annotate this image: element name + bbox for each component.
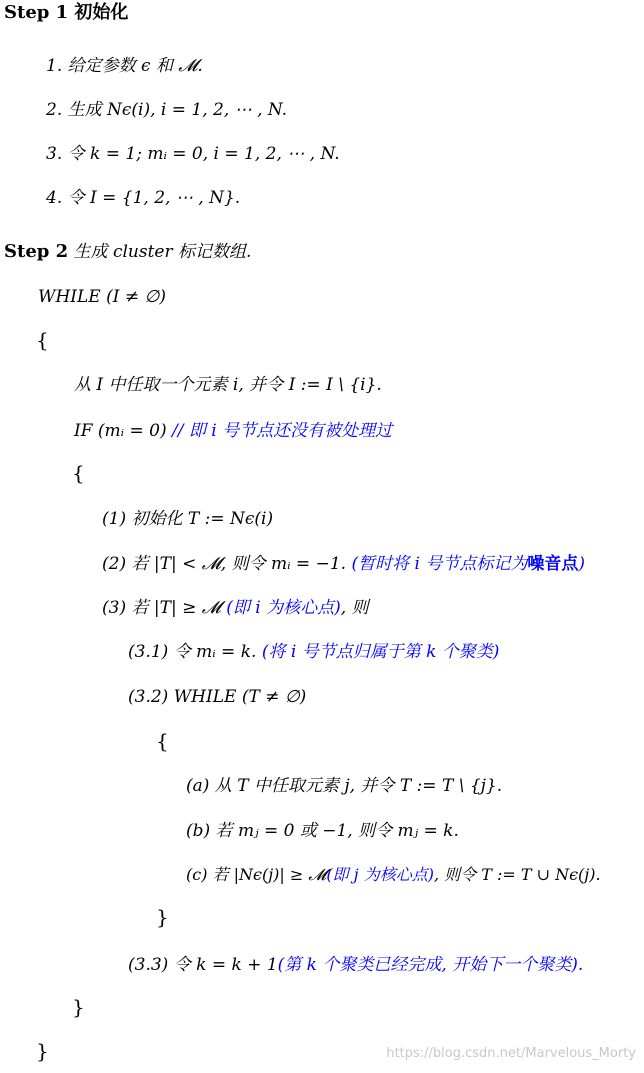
pick-i-line: 从 I 中任取一个元素 i, 并令 I := I \ {i}. bbox=[74, 375, 382, 395]
brace-open-outer: { bbox=[36, 328, 49, 352]
brace-close-inner: } bbox=[156, 905, 169, 929]
line-2-comment: (暂时将 i 号节点标记为 bbox=[351, 554, 528, 574]
line-c-text: (c) 若 |Nϵ(j)| ≥ 𝓜 bbox=[186, 865, 327, 884]
line-3 bbox=[102, 597, 369, 619]
line-3-1-text: (3.1) 令 mᵢ = k. bbox=[128, 642, 262, 662]
brace-close-if: } bbox=[72, 995, 85, 1019]
line-c bbox=[186, 864, 601, 886]
step2-title bbox=[4, 241, 251, 263]
line-3-comment: (即 i 为核心点) bbox=[226, 598, 341, 618]
step2-title-bold: Step 2 bbox=[4, 241, 69, 262]
line-3-2: (3.2) WHILE (T ≠ ∅) bbox=[128, 687, 307, 707]
line-2 bbox=[102, 553, 585, 575]
line-3-3 bbox=[128, 954, 583, 976]
step1-item-1: 1. 给定参数 ϵ 和 𝓜. bbox=[46, 56, 203, 76]
watermark: https://blog.csdn.net/Marvelous_Morty bbox=[386, 1046, 636, 1061]
line-a: (a) 从 T 中任取元素 j, 并令 T := T \ {j}. bbox=[186, 776, 503, 796]
if-condition: IF (mᵢ = 0) bbox=[74, 421, 167, 441]
line-3-3-text: (3.3) 令 k = k + 1 bbox=[128, 955, 278, 975]
line-1: (1) 初始化 T := Nϵ(i) bbox=[102, 509, 274, 529]
step2-title-rest: 生成 cluster 标记数组. bbox=[68, 242, 252, 262]
line-b: (b) 若 mⱼ = 0 或 −1, 则令 mⱼ = k. bbox=[186, 821, 459, 841]
step1-item-3: 3. 令 k = 1; mᵢ = 0, i = 1, 2, ⋯ , N. bbox=[46, 144, 340, 164]
line-3-end: , 则 bbox=[340, 598, 369, 618]
line-2-text: (2) 若 |T| < 𝓜, 则令 mᵢ = −1. bbox=[102, 554, 352, 574]
line-2-comment-bold: 噪音点 bbox=[527, 554, 579, 574]
brace-open-inner: { bbox=[156, 729, 169, 753]
brace-open-if: { bbox=[72, 461, 85, 485]
brace-close-outer: } bbox=[36, 1039, 49, 1063]
step1-title: Step 1 初始化 bbox=[4, 2, 129, 23]
if-line bbox=[74, 420, 392, 442]
line-3-text: (3) 若 |T| ≥ 𝓜 bbox=[102, 598, 227, 618]
step1-item-4: 4. 令 I = {1, 2, ⋯ , N}. bbox=[46, 188, 241, 208]
line-3-1-comment: (将 i 号节点归属于第 k 个聚类) bbox=[261, 642, 500, 662]
line-c-end: , 则令 T := T ∪ Nϵ(j). bbox=[433, 865, 601, 884]
line-3-3-comment: (第 k 个聚类已经完成, 开始下一个聚类). bbox=[277, 955, 584, 975]
line-2-comment-end: ) bbox=[578, 554, 585, 574]
step1-item-2: 2. 生成 Nϵ(i), i = 1, 2, ⋯ , N. bbox=[46, 100, 288, 120]
line-3-1 bbox=[128, 641, 499, 663]
line-c-comment: (即 j 为核心点) bbox=[326, 865, 434, 884]
while-outer: WHILE (I ≠ ∅) bbox=[38, 287, 166, 307]
if-comment: // 即 i 号节点还没有被处理过 bbox=[166, 421, 393, 441]
